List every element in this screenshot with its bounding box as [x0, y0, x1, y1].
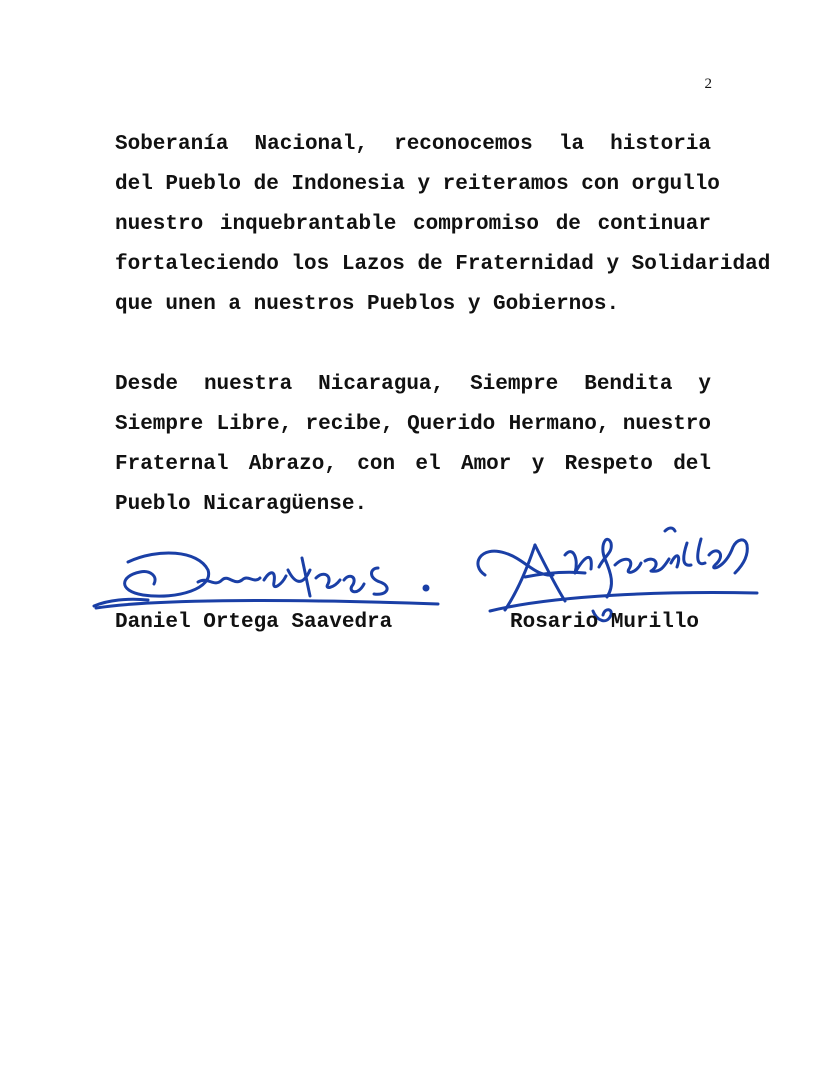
- paragraph-line: Soberanía Nacional, reconocemos la historia: [115, 133, 711, 156]
- signer-name-daniel: Daniel Ortega Saavedra: [115, 611, 393, 634]
- signer-name-rosario: Rosario Murillo: [510, 611, 700, 634]
- paragraph-line: del Pueblo de Indonesia y reiteramos con orgullo: [115, 173, 720, 196]
- paragraph-line: fortaleciendo los Lazos de Fraternidad y Solidaridad: [115, 253, 771, 276]
- paragraph-1: [115, 125, 771, 325]
- paragraph-line: nuestro inquebrantable compromiso de continuar: [115, 213, 711, 236]
- page-number: 2: [704, 76, 712, 92]
- paragraph-line: Desde nuestra Nicaragua, Siempre Bendita y: [115, 373, 711, 396]
- paragraph-2: [115, 365, 711, 525]
- paragraph-line: Siempre Libre, recibe, Querido Hermano, nuestro: [115, 413, 711, 436]
- paragraph-line: Pueblo Nicaragüense.: [115, 493, 368, 516]
- paragraph-line: Fraternal Abrazo, con el Amor y Respeto del: [115, 453, 711, 476]
- paragraph-line: que unen a nuestros Pueblos y Gobiernos.: [115, 293, 620, 316]
